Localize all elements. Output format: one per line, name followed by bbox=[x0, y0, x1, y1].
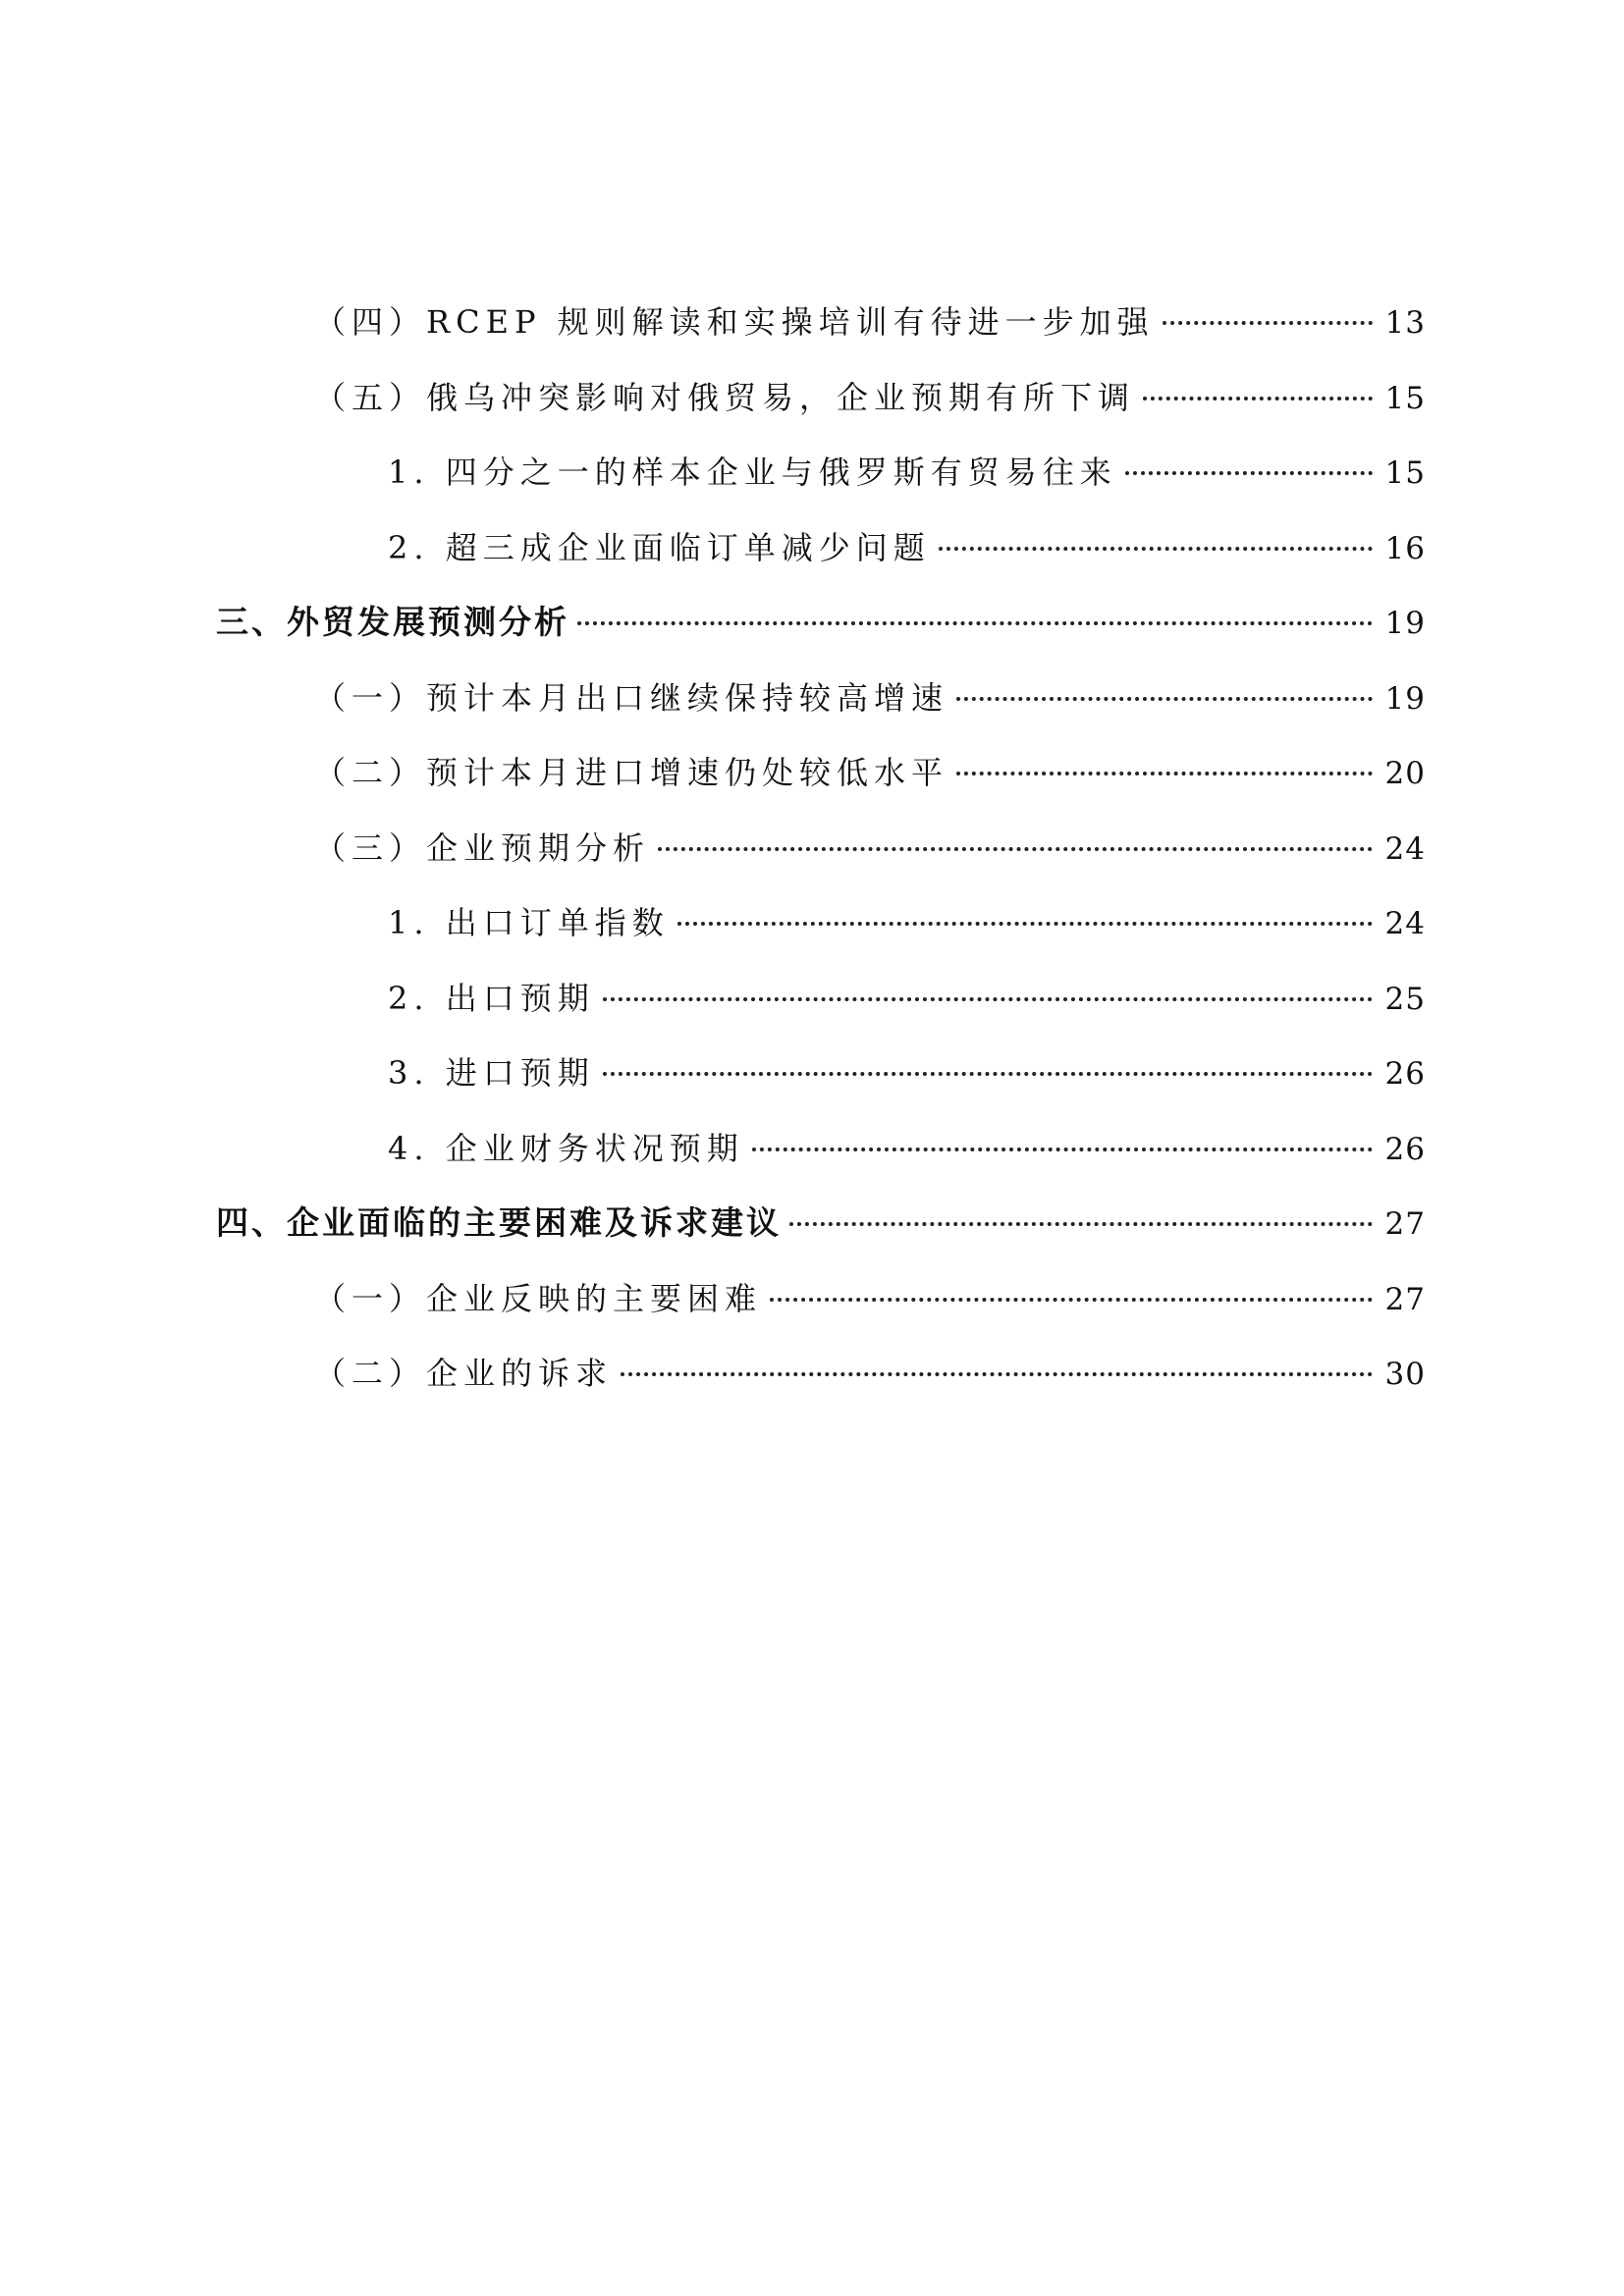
toc-page-number: 26 bbox=[1384, 1056, 1426, 1092]
toc-page-number: 26 bbox=[1384, 1131, 1426, 1167]
toc-page-number: 25 bbox=[1384, 981, 1426, 1017]
toc-dot-leader bbox=[577, 621, 1373, 625]
toc-dot-leader bbox=[956, 772, 1373, 775]
toc-page-number: 30 bbox=[1384, 1357, 1426, 1392]
toc-entry-title: （三）企业预期分析 bbox=[314, 828, 651, 867]
toc-entry-title: （四）RCEP 规则解读和实操培训有待进一步加强 bbox=[314, 303, 1155, 341]
toc-dot-leader bbox=[752, 1148, 1373, 1151]
toc-entry-section-5-russia-ukraine[interactable] bbox=[216, 360, 1426, 436]
toc-entry-chapter-4-section-2[interactable] bbox=[216, 1336, 1426, 1412]
toc-entry-subsection-3-3[interactable] bbox=[216, 1036, 1426, 1111]
toc-page-number: 27 bbox=[1384, 1281, 1426, 1317]
toc-entry-section-4-rcep[interactable] bbox=[216, 285, 1426, 360]
toc-page-number: 20 bbox=[1384, 756, 1426, 791]
toc-entry-title: （一）预计本月出口继续保持较高增速 bbox=[314, 678, 949, 717]
toc-page-number: 24 bbox=[1384, 906, 1426, 941]
toc-dot-leader bbox=[603, 997, 1373, 1001]
toc-page-number: 19 bbox=[1384, 680, 1426, 717]
toc-entry-title: 2. 出口预期 bbox=[388, 979, 595, 1017]
toc-entry-subsection-5-2[interactable] bbox=[216, 510, 1426, 586]
toc-entry-title: 4. 企业财务状况预期 bbox=[388, 1129, 744, 1167]
toc-dot-leader bbox=[658, 847, 1373, 851]
toc-entry-chapter-4[interactable] bbox=[216, 1186, 1426, 1261]
toc-entry-title: 1. 四分之一的样本企业与俄罗斯有贸易往来 bbox=[388, 454, 1117, 491]
table-of-contents bbox=[216, 285, 1426, 1412]
toc-dot-leader bbox=[1163, 321, 1373, 325]
toc-entry-title: （二）企业的诉求 bbox=[314, 1355, 614, 1392]
toc-entry-chapter-3-section-2[interactable] bbox=[216, 735, 1426, 811]
toc-page-number: 27 bbox=[1384, 1206, 1426, 1242]
toc-entry-subsection-3-4[interactable] bbox=[216, 1111, 1426, 1187]
toc-entry-subsection-5-1[interactable] bbox=[216, 435, 1426, 510]
toc-dot-leader bbox=[789, 1222, 1373, 1226]
toc-dot-leader bbox=[621, 1372, 1373, 1376]
toc-entry-chapter-3-section-1[interactable] bbox=[216, 661, 1426, 736]
toc-entry-chapter-3[interactable] bbox=[216, 585, 1426, 661]
toc-dot-leader bbox=[1125, 471, 1373, 475]
toc-page-number: 16 bbox=[1384, 530, 1426, 566]
toc-dot-leader bbox=[1143, 397, 1373, 400]
toc-entry-title: （一）企业反映的主要困难 bbox=[314, 1279, 763, 1317]
toc-entry-subsection-3-2[interactable] bbox=[216, 961, 1426, 1037]
toc-entry-title: 1. 出口订单指数 bbox=[388, 904, 670, 941]
toc-page-number: 13 bbox=[1384, 305, 1426, 341]
toc-dot-leader bbox=[956, 697, 1373, 701]
toc-entry-chapter-3-section-3[interactable] bbox=[216, 811, 1426, 886]
toc-entry-title: 三、外贸发展预测分析 bbox=[216, 603, 569, 641]
toc-entry-title: （五）俄乌冲突影响对俄贸易，企业预期有所下调 bbox=[314, 378, 1136, 416]
toc-dot-leader bbox=[770, 1298, 1373, 1302]
toc-entry-title: 2. 超三成企业面临订单减少问题 bbox=[388, 528, 931, 566]
toc-dot-leader bbox=[939, 547, 1373, 551]
toc-page-number: 15 bbox=[1384, 380, 1426, 416]
toc-page-number: 24 bbox=[1384, 830, 1426, 867]
toc-entry-title: 四、企业面临的主要困难及诉求建议 bbox=[216, 1203, 782, 1242]
toc-page-number: 15 bbox=[1384, 455, 1426, 491]
toc-dot-leader bbox=[603, 1072, 1373, 1076]
toc-page-number: 19 bbox=[1384, 606, 1426, 641]
toc-entry-title: （二）预计本月进口增速仍处较低水平 bbox=[314, 754, 949, 791]
toc-entry-subsection-3-1[interactable] bbox=[216, 885, 1426, 961]
toc-entry-title: 3. 进口预期 bbox=[388, 1054, 595, 1092]
toc-entry-chapter-4-section-1[interactable] bbox=[216, 1261, 1426, 1337]
toc-dot-leader bbox=[677, 922, 1373, 926]
